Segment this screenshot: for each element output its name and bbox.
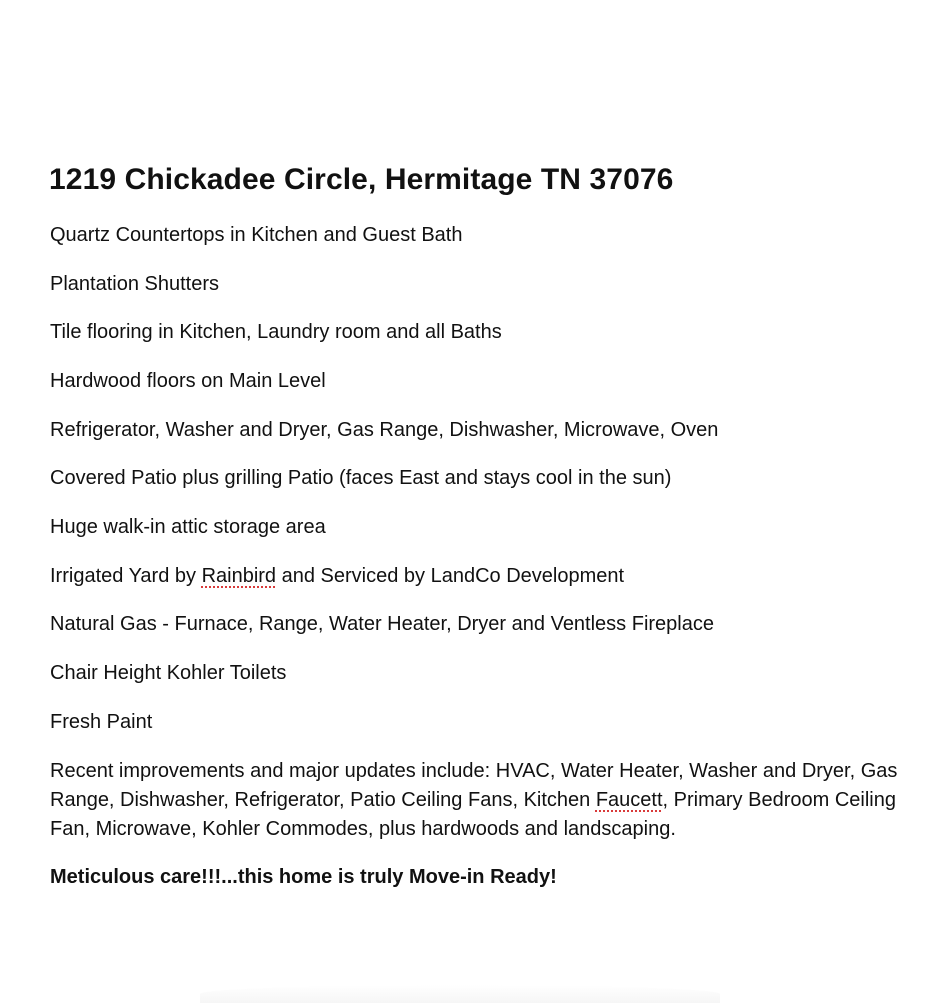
recent-improvements-paragraph — [50, 757, 920, 844]
feature-tile-flooring: Tile flooring in Kitchen, Laundry room and all Baths — [50, 321, 502, 343]
property-address-heading: 1219 Chickadee Circle, Hermitage TN 37076 — [49, 163, 674, 196]
page-bottom-shadow — [200, 985, 720, 1003]
spellcheck-flagged-word[interactable]: Faucett — [595, 789, 663, 811]
irrigation-text-before: Irrigated Yard by — [50, 565, 202, 587]
closing-statement: Meticulous care!!!...this home is truly Move-in Ready! — [50, 866, 557, 888]
feature-kohler-toilets: Chair Height Kohler Toilets — [50, 662, 287, 684]
improvements-text-before: Recent improvements and major updates include: HVAC, Water Heater, Washer and Dryer, Gas Range, Dishwasher, Refrigerator, Patio Ceiling Fans, Kitchen — [50, 760, 898, 811]
feature-irrigated-yard — [50, 562, 624, 591]
feature-covered-patio: Covered Patio plus grilling Patio (faces East and stays cool in the sun) — [50, 467, 672, 489]
irrigation-text-after: and Serviced by LandCo Development — [276, 565, 625, 587]
feature-natural-gas: Natural Gas - Furnace, Range, Water Heater, Dryer and Ventless Fireplace — [50, 613, 714, 635]
feature-attic-storage: Huge walk-in attic storage area — [50, 516, 326, 538]
feature-fresh-paint: Fresh Paint — [50, 711, 153, 733]
feature-hardwood-floors: Hardwood floors on Main Level — [50, 370, 326, 392]
improvements-text-after: , Primary Bedroom Ceiling Fan, Microwave, Kohler Commodes, plus hardwoods and landscaping. — [50, 789, 896, 840]
spellcheck-flagged-word[interactable]: Rainbird — [201, 565, 277, 587]
feature-plantation-shutters: Plantation Shutters — [50, 273, 219, 295]
feature-quartz-countertops: Quartz Countertops in Kitchen and Guest Bath — [50, 224, 463, 246]
feature-appliances: Refrigerator, Washer and Dryer, Gas Range, Dishwasher, Microwave, Oven — [50, 419, 719, 441]
